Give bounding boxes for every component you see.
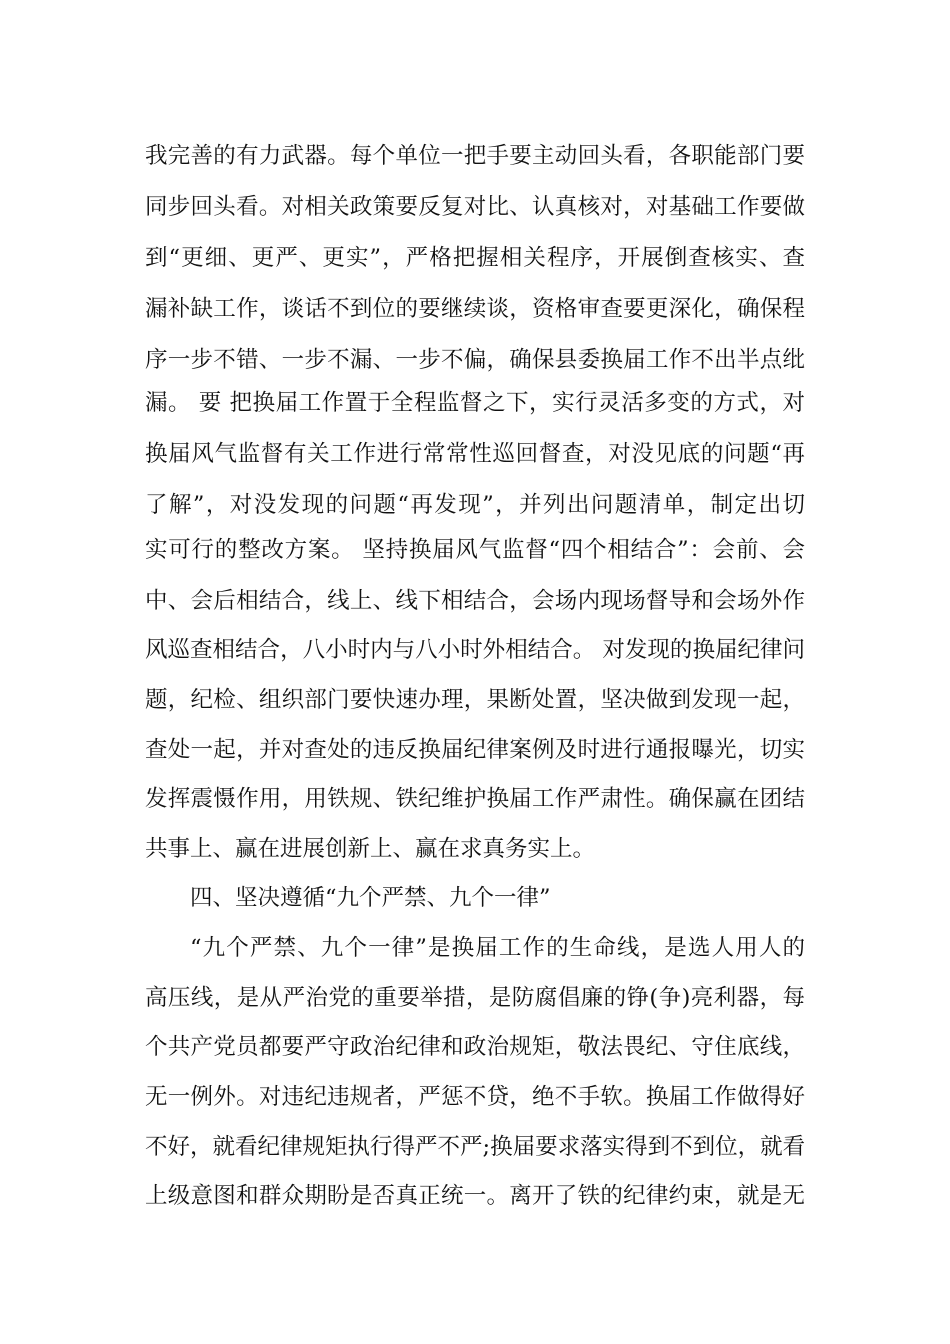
- para2-line-1: “九个严禁、九个一律”是换届工作的生命线，是选人用人的: [190, 935, 805, 961]
- text-line-1: 我完善的有力武器。每个单位一把手要主动回头看，各职能部门要: [145, 143, 805, 169]
- text-line-8: 了解”，对没发现的问题“再发现”，并列出问题清单，制定出切: [145, 492, 805, 518]
- text-line-12: 题，纪检、组织部门要快速办理，果断处置，坚决做到发现一起，: [145, 687, 805, 713]
- text-line-3: 到“更细、更严、更实”，严格把握相关程序，开展倒查核实、查: [145, 245, 805, 271]
- text-line-14: 发挥震慑作用，用铁规、铁纪维护换届工作严肃性。确保赢在团结: [145, 786, 805, 812]
- section-heading: 四、坚决遵循“九个严禁、九个一律”: [190, 885, 551, 911]
- text-line-10: 中、会后相结合，线上、线下相结合，会场内现场督导和会场外作: [145, 588, 805, 614]
- text-line-4: 漏补缺工作，谈话不到位的要继续谈，资格审查要更深化，确保程: [145, 296, 805, 322]
- text-line-2: 同步回头看。对相关政策要反复对比、认真核对，对基础工作要做: [145, 194, 805, 220]
- para2-line-2: 高压线，是从严治党的重要举措，是防腐倡廉的铮(争)亮利器，每: [145, 985, 805, 1011]
- para2-line-6: 上级意图和群众期盼是否真正统一。离开了铁的纪律约束，就是无: [145, 1183, 805, 1209]
- text-line-6: 漏。 要 把换届工作置于全程监督之下，实行灵活多变的方式，对: [145, 390, 805, 416]
- text-line-5: 序一步不错、一步不漏、一步不偏，确保县委换届工作不出半点纰: [145, 347, 805, 373]
- para2-line-4: 无一例外。对违纪违规者，严惩不贷，绝不手软。换届工作做得好: [145, 1084, 805, 1110]
- text-line-13: 查处一起，并对查处的违反换届纪律案例及时进行通报曝光，切实: [145, 737, 805, 763]
- text-line-11: 风巡查相结合，八小时内与八小时外相结合。 对发现的换届纪律问: [145, 637, 805, 663]
- text-line-9: 实可行的整改方案。 坚持换届风气监督“四个相结合”：会前、会: [145, 537, 805, 563]
- text-line-15: 共事上、赢在进展创新上、赢在求真务实上。: [145, 836, 596, 862]
- para2-line-5: 不好，就看纪律规矩执行得严不严;换届要求落实得到不到位，就看: [145, 1134, 805, 1160]
- para2-line-3: 个共产党员都要严守政治纪律和政治规矩，敬法畏纪、守住底线，: [145, 1034, 805, 1060]
- text-line-7: 换届风气监督有关工作进行常常性巡回督查，对没见底的问题“再: [145, 441, 805, 467]
